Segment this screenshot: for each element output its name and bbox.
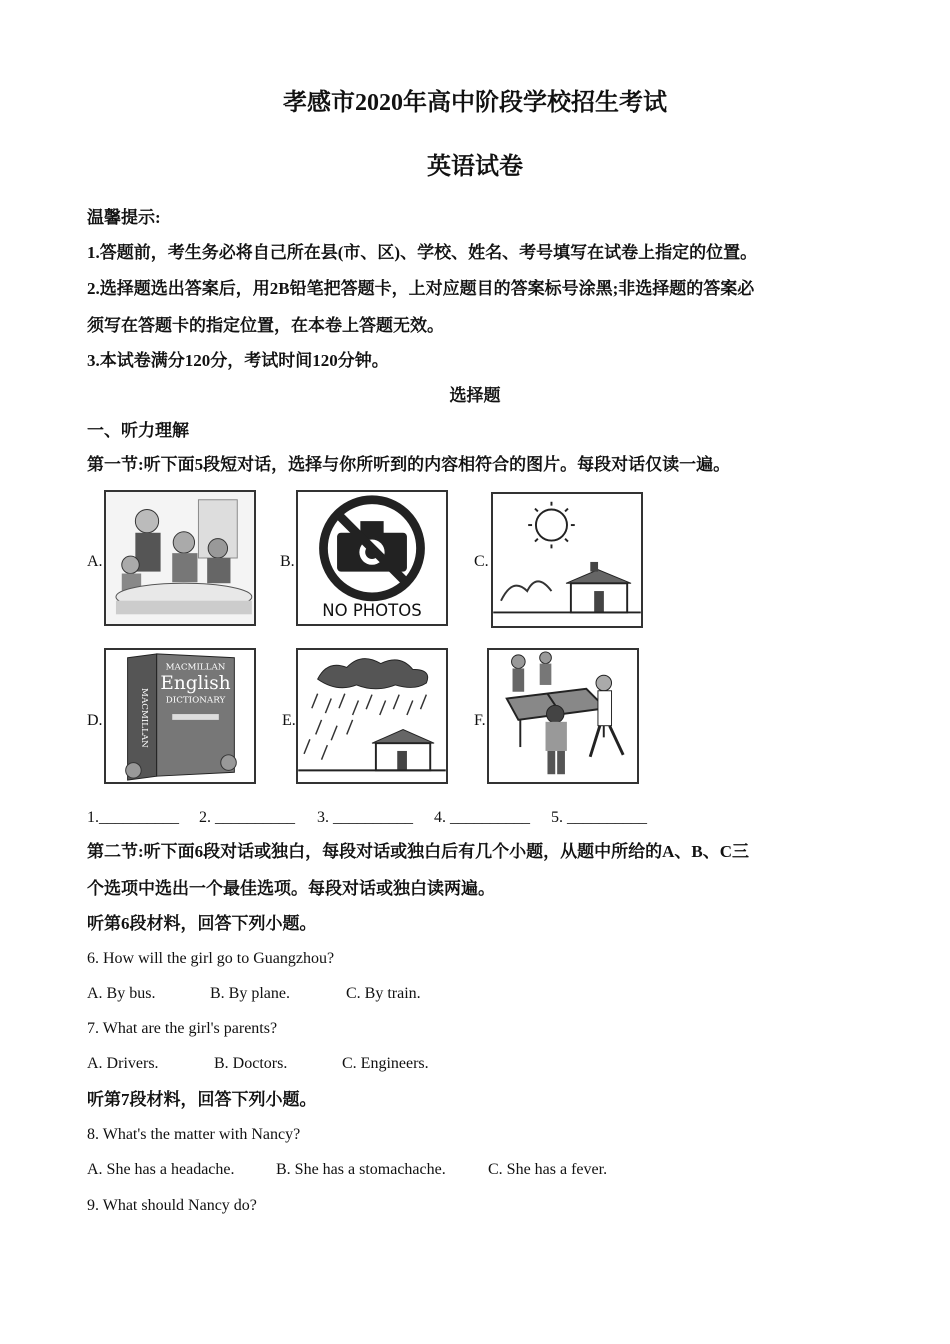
- answer-blanks-row: [87, 808, 707, 828]
- answer-blank-5[interactable]: 5. __________: [551, 809, 647, 826]
- section2-instructions-line-2: 个选项中选出一个最佳选项。每段对话或独白读两遍。: [87, 879, 495, 898]
- sunny-house-icon: [491, 492, 643, 628]
- image-label-c: C.: [474, 553, 489, 570]
- q7-option-c[interactable]: C. Engineers.: [342, 1055, 429, 1072]
- section2-instructions-line-1: 第二节:听下面6段对话或独白，每段对话或独白后有几个小题，从题中所给的A、B、C三: [87, 842, 750, 861]
- question-6-options: [87, 984, 587, 1004]
- q6-option-c[interactable]: C. By train.: [346, 985, 421, 1002]
- no-photos-text: NO PHOTOS: [322, 601, 422, 621]
- no-photos-icon: [296, 490, 448, 626]
- notice-item-3: 3.本试卷满分120分，考试时间120分钟。: [87, 351, 389, 370]
- q7-option-b[interactable]: B. Doctors.: [214, 1055, 288, 1072]
- question-6: 6. How will the girl go to Guangzhou?: [87, 950, 335, 967]
- question-9: 9. What should Nancy do?: [87, 1197, 257, 1214]
- q6-option-b[interactable]: B. By plane.: [210, 985, 290, 1002]
- question-7-options: [87, 1054, 587, 1074]
- answer-blank-2[interactable]: 2. __________: [199, 809, 295, 826]
- image-label-e: E.: [282, 712, 296, 729]
- q8-option-a[interactable]: A. She has a headache.: [87, 1161, 235, 1178]
- dictionary-spine-text: MACMILLAN: [139, 688, 150, 748]
- dictionary-title-line3: DICTIONARY: [165, 695, 226, 706]
- answer-blank-4[interactable]: 4. __________: [434, 809, 530, 826]
- material-6-heading: 听第6段材料，回答下列小题。: [87, 914, 317, 933]
- image-label-a: A.: [87, 553, 103, 570]
- answer-blank-3[interactable]: 3. __________: [317, 809, 413, 826]
- q6-option-a[interactable]: A. By bus.: [87, 985, 156, 1002]
- image-label-d: D.: [87, 712, 103, 729]
- notice-item-1: 1.答题前，考生务必将自己所在县(市、区)、学校、姓名、考号填写在试卷上指定的位置。: [87, 243, 758, 262]
- dictionary-icon: [104, 648, 256, 784]
- family-dinner-icon: [104, 490, 256, 626]
- answer-blank-1[interactable]: 1.__________: [87, 809, 179, 826]
- section-title: 选择题: [449, 386, 501, 405]
- exam-title: 孝感市2020年高中阶段学校招生考试: [283, 90, 667, 116]
- question-8: 8. What's the matter with Nancy?: [87, 1126, 301, 1143]
- notice-item-2-line-2: 须写在答题卡的指定位置，在本卷上答题无效。: [87, 316, 444, 335]
- q8-option-b[interactable]: B. She has a stomachache.: [276, 1161, 446, 1178]
- image-label-b: B.: [280, 553, 295, 570]
- notice-item-2-line-1: 2.选择题选出答案后，用2B铅笔把答题卡，上对应题目的答案标号涂黑;非选择题的答案必: [87, 279, 755, 298]
- dictionary-title-line2: English: [160, 672, 231, 694]
- notice-heading: 温馨提示:: [87, 208, 161, 227]
- part1-title: 一、听力理解: [87, 421, 189, 440]
- question-7: 7. What are the girl's parents?: [87, 1020, 278, 1037]
- section1-instructions: 第一节:听下面5段短对话，选择与你所听到的内容相符合的图片。每段对话仅读一遍。: [87, 455, 731, 474]
- q8-option-c[interactable]: C. She has a fever.: [488, 1161, 608, 1178]
- dictionary-title-line1: MACMILLAN: [165, 662, 226, 673]
- image-label-f: F.: [474, 712, 486, 729]
- question-8-options: [87, 1160, 707, 1180]
- material-7-heading: 听第7段材料，回答下列小题。: [87, 1090, 317, 1109]
- table-tennis-icon: [487, 648, 639, 784]
- q7-option-a[interactable]: A. Drivers.: [87, 1055, 159, 1072]
- rainy-house-icon: [296, 648, 448, 784]
- exam-subtitle: 英语试卷: [427, 154, 523, 180]
